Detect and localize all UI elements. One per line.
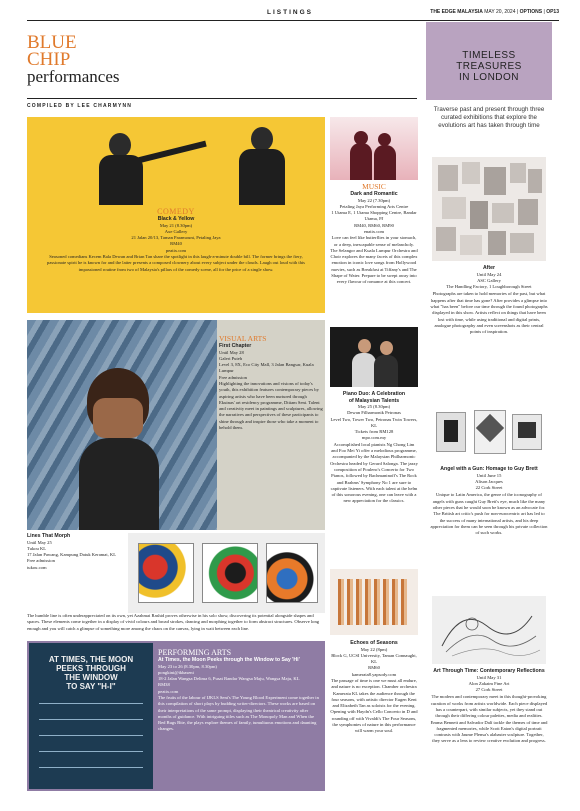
- comedy-date: May 21 (8.30pm): [159, 222, 193, 228]
- performing-arts-site1: pongkini@ikbaseni: [158, 669, 194, 675]
- music-body: Love can feel like butterflies in your stomach, or a deep, inescapable sense of melancholy. The Selangor and Kuala Lumpur Orchestra and Choir explores the many facets of this complex emotion in iconic love songs from Hollywood movies, such as Breakfast at Tiffany's and The Shape of Water. Prepare to be swept away into every flavour of romance at this concert.: [330, 235, 418, 285]
- comedy-label: COMEDY: [157, 207, 195, 216]
- visual-arts-venue: Galeri Puteh: [219, 355, 243, 361]
- music-text: [330, 183, 418, 286]
- music-date: May 22 (7.30pm): [357, 197, 391, 203]
- piano-price: Tickets from RM128: [354, 429, 394, 435]
- abstract-paintings-image: [128, 533, 325, 613]
- sidebar-title-2: TREASURES: [456, 61, 522, 72]
- after-entry: [430, 265, 548, 335]
- piano-text: [330, 391, 418, 505]
- after-title: After: [482, 265, 496, 271]
- visual-arts-price: Free admission: [219, 374, 247, 380]
- performing-arts-date: May 23 to 26 (8.30pm, 8.30pm): [158, 663, 217, 669]
- separator-2: |: [543, 9, 545, 15]
- lines-address: 17 Jalan Pawang, Kampung Datuk Keramat, KL: [27, 552, 117, 558]
- sketch-artwork-icon: [432, 596, 546, 664]
- piano-date: May 25 (8.30pm): [357, 404, 391, 409]
- performing-arts-title: At Times, the Moon Peeks through the Window to Say 'Hi': [158, 657, 300, 663]
- play-poster-image: [29, 643, 153, 789]
- artwork-face-image: [27, 320, 217, 530]
- angel-title: Angel with a Gun: Homage to Guy Brett: [440, 466, 538, 472]
- after-venue: ASC Gallery: [477, 277, 501, 283]
- music-venue: Petaling Jaya Performing Arts Centre: [339, 203, 409, 209]
- poster-line-1: AT TIMES, THE MOON: [48, 655, 134, 664]
- piano-body: Accomplished local pianists Ng Chong Lim and Foo Mei Yi offer a melodious programme, accompanied by the Malaysian Philharmonic Orchestra headed by Gerard Salonga. The jazzy composition of Poulenc's Concerto for Two Pianos, followed by Bachmaninoff's The Rock and Brahms' Symphony No 1 are sure to captivate listeners. With each talent at the helm of this sonorous evening, one can leave with a new appreciation for the classics.: [330, 441, 418, 504]
- comedy-price: RM40: [170, 241, 182, 247]
- pianists-photo-image: [330, 327, 418, 387]
- lines-text-col: [27, 533, 122, 571]
- angel-venue: Alison Jacques: [475, 478, 503, 484]
- comedy-venue: Axe Gallery: [164, 228, 188, 234]
- through-body: The modern and contemporary meet in this thought-provoking curation of works from artists worldwide. Each piece displayed has a counterpart, with similar subjects, yet they stand out through their differing colour palettes, media and realities. Emma Bennett and Salvador Dalí tackle the themes of time and fragmented memories, while Scott Eaton's digital portrait contrasts with Jaume Plensa's alabaster sculpture. Together, they serve as a lens to review creative evolution and progress.: [430, 694, 548, 744]
- title-line-3: performances: [27, 67, 120, 86]
- sidebar-title-box: [426, 22, 552, 100]
- angel-artwork-image: [432, 402, 546, 462]
- through-title: Art Through Time: Contemporary Reflections: [433, 668, 545, 674]
- music-label: MUSIC: [362, 182, 386, 191]
- angel-entry: [430, 466, 548, 536]
- piano-site: mpo.com.my: [361, 435, 387, 441]
- echoes-date: May 22 (8pm): [360, 646, 388, 652]
- header-bar: [27, 8, 559, 20]
- poster-line-2: PEEKS THROUGH: [56, 664, 126, 673]
- piano-title-2: of Malaysian Talents: [348, 397, 400, 404]
- echoes-site: kamerata8.yapsody.com: [351, 671, 397, 677]
- poster-line-3: THE WINDOW: [64, 673, 118, 682]
- title-line-2: CHIP: [27, 49, 71, 70]
- comedy-site: peatix.com: [165, 247, 187, 253]
- piano-venue: Dewan Filharmonik Petronas: [347, 410, 401, 416]
- brand-name: THE EDGE MALAYSIA: [430, 9, 483, 15]
- string-instruments-image: [330, 569, 418, 635]
- piano-title-1: Piano Duo: A Celebration: [342, 391, 406, 397]
- title-divider: [27, 98, 417, 99]
- visual-arts-date: Until May 28: [219, 349, 244, 355]
- echoes-body: The passage of time is one we must all endure, and nature is no exception. Chamber orchestra Kamerata KL takes the audience through the four seasons, with artistic director Eugen Kent and Elizabeth Tan as soloists for the evening. Opening with Haydn's Cello Concerto in D and rounding off with Vivaldi's The Four Seasons, the symphonies of nature in this performance will warm your soul.: [330, 677, 418, 734]
- lines-price: Free admission: [27, 558, 55, 564]
- visual-arts-label: VISUAL ARTS: [219, 334, 267, 343]
- music-address: 1 Utama E, 1 Utama Shopping Centre, Bandar Utama, PJ: [331, 210, 417, 222]
- sidebar-title-3: IN LONDON: [458, 72, 520, 83]
- performing-arts-address: 18-2 Jalan Wangsa Delima 6, Pusat Bandar Wangsa Maju, Wangsa Maju, KL: [158, 676, 300, 682]
- echoes-price: RM60: [368, 665, 380, 671]
- sidebar-title-1: TIMELESS: [462, 50, 516, 61]
- visual-arts-body: Highlighting the innovations and visions of today's youth, this exhibition features contemporary pieces by aspiring artists who have been nurtured through Ekuinas' art residency programme, Ditiam Seni. Talent and creativity meet in paintings and sculptures, allowing the narratives and perspectives of these participants to shine through and inspire those who take a moment to behold them.: [219, 380, 323, 431]
- echoes-title: Echoes of Seasons: [350, 640, 398, 646]
- performing-arts-label: PERFORMING ARTS: [158, 648, 232, 657]
- comedy-address: 21 Jalan 20/13, Taman Paramount, Petaling Jaya: [131, 235, 221, 241]
- lines-body: The humble line is often underappreciated on its own, yet Azahmai Rashid proves otherwise in his solo show, discovering its potential alongside shapes and spaces. These elements come together in a display of vivid colours and broad strokes, dancing and morphing together to form abstract structures. Observe long enough and you will catch a glimpse of something more among the chaos on the canvas, lying in wait between each line.: [27, 613, 320, 631]
- header-rule: [27, 20, 559, 21]
- lines-body-wrap: [27, 613, 325, 632]
- performing-arts-price: RM38: [158, 682, 170, 688]
- byline: COMPILED BY LEE CHARMYNN: [27, 103, 133, 109]
- poster-line-4: TO SAY "H-I": [66, 682, 116, 691]
- piano-address: Level Two, Tower Two, Petronas Twin Towers, KL: [330, 416, 418, 428]
- title-line-1: BLUE: [27, 32, 77, 53]
- music-site: enatix.com: [363, 228, 385, 234]
- echoes-venue: Block G, UCSI University, Taman Connaught, KL: [331, 652, 417, 665]
- music-price: RM40, RM60, RM90: [354, 222, 394, 228]
- performing-arts-body: The fruits of the labour of IJKLS Seni's The Young Blood Experiment come together in this compilation of short plays by budding writer-directors. These works are based on their interpretations of the same prompt, displaying their theatrical creativity after months of guidance. With intriguing titles such as The Monopoly Man and When the Bed Bugs Bite, the plays explore themes of family, tumultuous emotions and daunting changes.: [158, 694, 319, 732]
- issue-date: MAY 20, 2024: [484, 9, 516, 15]
- lines-date: Until May 25: [27, 539, 52, 545]
- after-body: Photographs are taken to hold memories of the past, but what happens after that time has gone? After provides a glimpse into what "has been" before our time through the found photographs displayed in this show. Artists reflect on things that have been lost with time, while using traditional and digital prints, analogue photography and even screenshots as their central points of inspiration.: [430, 291, 548, 335]
- angel-address: 22 Cork Street: [475, 485, 503, 491]
- visual-arts-address: Level 3, 8X, Eco City Mall, 3 Jalan Bangsar, Kuala Lumpur: [219, 362, 314, 374]
- comedy-text: [42, 207, 310, 273]
- angel-date: Until June 15: [476, 472, 502, 478]
- angel-body: Unique to Latin America, the genre of the iconography of angels with guns caught Guy Brett's eye, much like the many other pieces that he would soon be known as an advocate for. The British art critic's push for non-eurocentric art has led to the success of many international artists, and his deep appreciation for them can be seen through his private collection of such works.: [430, 492, 548, 536]
- through-entry: [430, 668, 548, 745]
- page-title: [27, 34, 227, 86]
- separator-1: |: [516, 9, 519, 15]
- visual-arts-title: First Chapter: [219, 343, 252, 349]
- lines-site: tukou.com: [27, 564, 47, 570]
- section-label: LISTINGS: [267, 9, 313, 16]
- options-label: OPTIONS: [519, 9, 543, 15]
- sidebar-intro: Traverse past and present through three curated exhibitions that explore the evolutions art has taken through time: [433, 106, 545, 130]
- page-info: [430, 9, 559, 15]
- comedy-title: Black & Yellow: [157, 216, 195, 222]
- echoes-text: [330, 640, 418, 735]
- visual-arts-text: [219, 335, 323, 431]
- comedian-photo-image: [27, 117, 325, 205]
- performing-arts-site: peatix.com: [158, 688, 179, 694]
- through-date: Until May 31: [476, 674, 502, 680]
- after-date: Until May 24: [476, 271, 502, 277]
- photograph-grid-image: [432, 157, 546, 261]
- through-address: 27 Cork Street: [475, 687, 503, 693]
- orchestra-silhouette-image: [330, 117, 418, 180]
- music-title: Dark and Romantic: [350, 191, 398, 197]
- comedy-body: Seasoned comedians Kecem Bala Dewan and Brian Tan share the spotlight in this laugh-a-minute double bill. The former brings the fiery, passionate spirit he is known for and the latter presents a composed clownery about every subject under the clouds. Laugh out loud with this impassioned routine from two of Malaysia's pillars of the comedy scene, all for the price of a single show.: [47, 253, 305, 272]
- sketch-artwork-image: [432, 596, 546, 664]
- performing-arts-text: [158, 648, 322, 733]
- page-number: OP13: [546, 9, 559, 15]
- lines-venue: Tukou KL: [27, 545, 47, 551]
- through-venue: Alon Zakaim Fine Art: [468, 680, 510, 686]
- after-address: The Handling Factory, 1 Loughborough Street: [446, 284, 532, 290]
- lines-title: Lines That Morph: [27, 533, 71, 539]
